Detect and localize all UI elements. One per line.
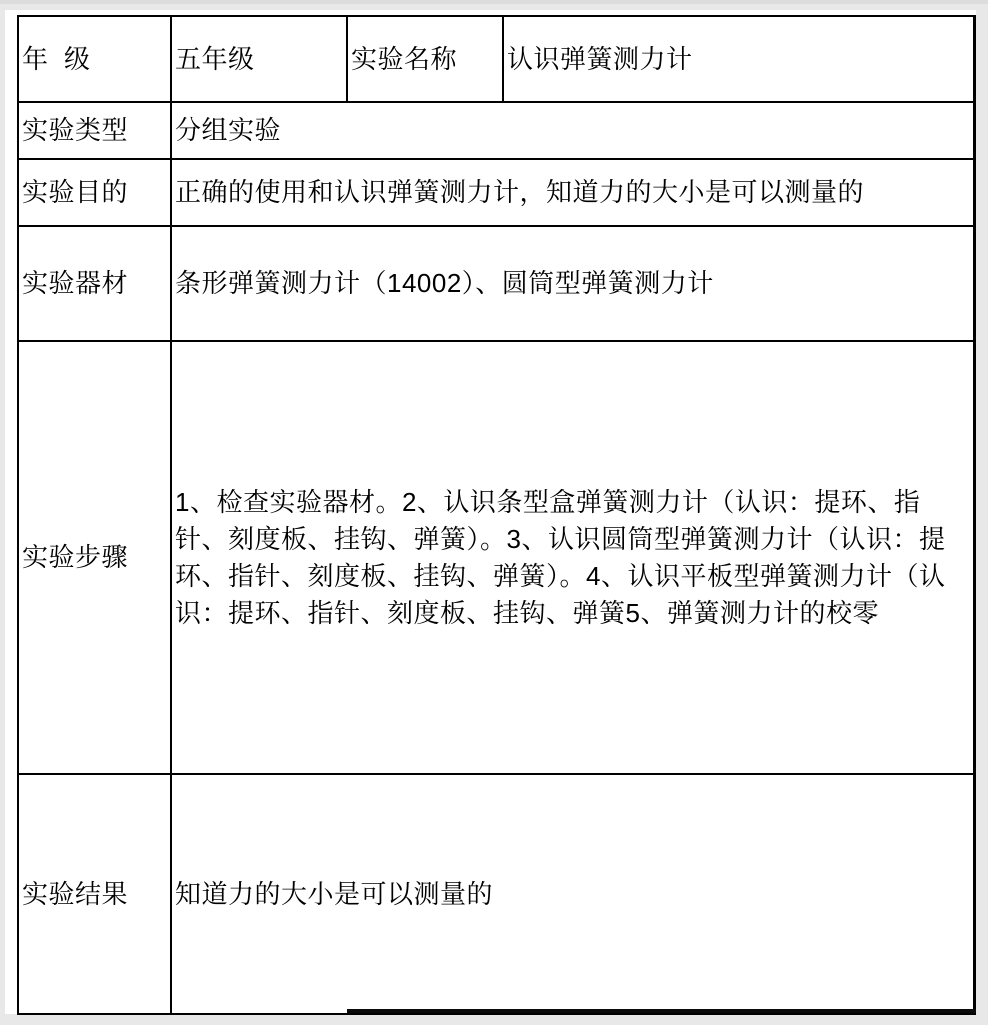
experiment-equipment-label-cell: 实验器材 [18,226,171,341]
experiment-result-value-cell: 知道力的大小是可以测量的 [171,774,974,1014]
experiment-type-value-cell: 分组实验 [171,102,974,159]
experiment-result-row [18,774,974,1014]
experiment-name-value-cell: 认识弹簧测力计 [503,16,974,102]
grade-value-cell: 五年级 [171,16,347,102]
experiment-purpose-label-cell: 实验目的 [18,159,171,226]
experiment-steps-label-cell: 实验步骤 [18,341,171,774]
header-row [18,16,974,102]
experiment-result-label-cell: 实验结果 [18,774,171,1014]
window-top-strip [0,0,988,4]
experiment-purpose-row [18,159,974,226]
experiment-equipment-row [18,226,974,341]
experiment-record-table [17,15,976,1015]
experiment-type-label-cell: 实验类型 [18,102,171,159]
experiment-steps-row [18,341,974,774]
experiment-steps-value-cell: 1、检查实验器材。2、认识条型盒弹簧测力计（认识：提环、指针、刻度板、挂钩、弹簧）。3、认识圆筒型弹簧测力计（认识：提环、指针、刻度板、挂钩、弹簧）。4、认识平板型弹簧测力计（认识：提环、指针、刻度板、挂钩、弹簧5、弹簧测力计的校零 [171,341,974,774]
experiment-purpose-value-cell: 正确的使用和认识弹簧测力计，知道力的大小是可以测量的 [171,159,974,226]
table-bottom-thick-border [347,1009,976,1013]
experiment-type-row [18,102,974,159]
grade-label-cell: 年 级 [18,16,171,102]
experiment-equipment-value-cell: 条形弹簧测力计（14002）、圆筒型弹簧测力计 [171,226,974,341]
experiment-name-label-cell: 实验名称 [347,16,503,102]
